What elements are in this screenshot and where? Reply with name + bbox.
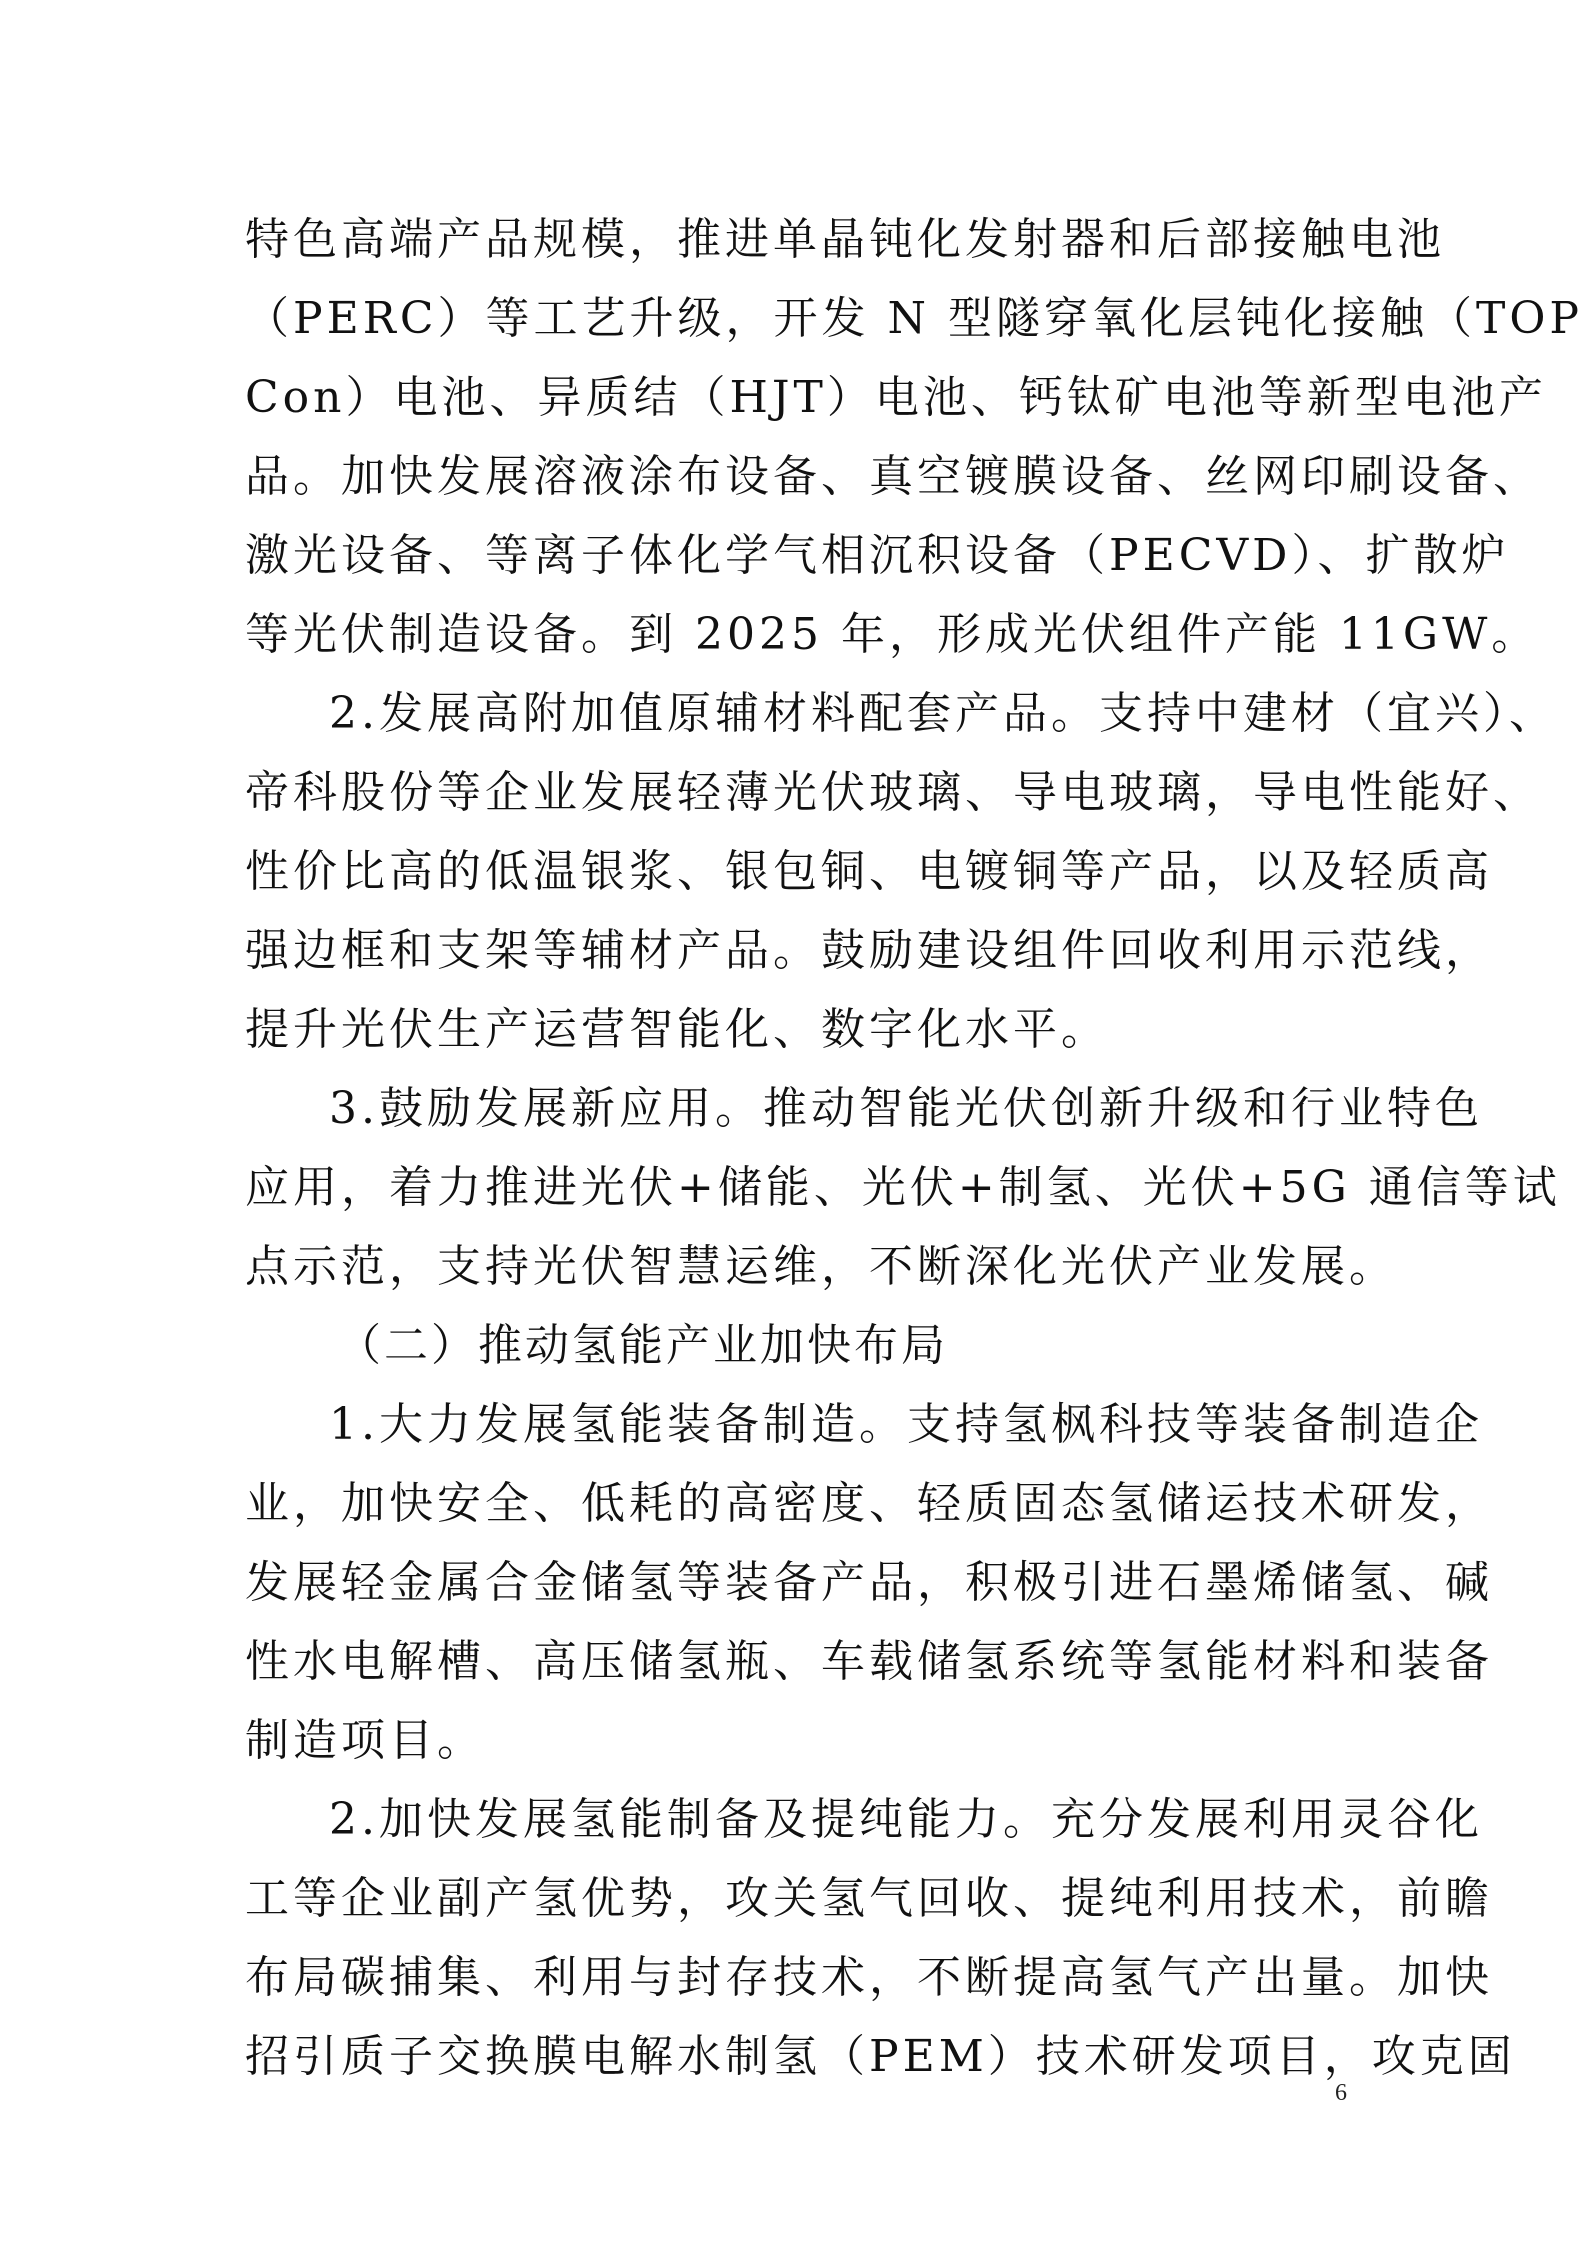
text-line: 激光设备、等离子体化学气相沉积设备（PECVD）、扩散炉 xyxy=(245,530,1510,581)
text-line: 强边框和支架等辅材产品。鼓励建设组件回收利用示范线， xyxy=(245,925,1493,976)
text-line: 招引质子交换膜电解水制氢（PEM）技术研发项目，攻克固 xyxy=(245,2031,1516,2082)
paragraph-first-line: 3.鼓励发展新应用。推动智能光伏创新升级和行业特色 xyxy=(329,1083,1483,1134)
paragraph-first-line: 2.加快发展氢能制备及提纯能力。充分发展利用灵谷化 xyxy=(329,1794,1483,1845)
text-line: 发展轻金属合金储氢等装备产品，积极引进石墨烯储氢、碱 xyxy=(245,1557,1493,1608)
text-line: （PERC）等工艺升级，开发 N 型隧穿氧化层钝化接触（TOP xyxy=(245,293,1584,344)
page-number: 6 xyxy=(1335,2080,1347,2106)
text-line: 特色高端产品规模，推进单晶钝化发射器和后部接触电池 xyxy=(245,214,1445,265)
text-line: 等光伏制造设备。到 2025 年，形成光伏组件产能 11GW。 xyxy=(245,609,1540,660)
text-line: 工等企业副产氢优势，攻关氢气回收、提纯利用技术，前瞻 xyxy=(245,1873,1493,1924)
text-line: Con）电池、异质结（HJT）电池、钙钛矿电池等新型电池产 xyxy=(245,372,1547,423)
text-line: 帝科股份等企业发展轻薄光伏玻璃、导电玻璃，导电性能好、 xyxy=(245,767,1541,818)
paragraph-first-line: 2.发展高附加值原辅材料配套产品。支持中建材（宜兴）、 xyxy=(329,688,1557,739)
text-line: 品。加快发展溶液涂布设备、真空镀膜设备、丝网印刷设备、 xyxy=(245,451,1541,502)
text-line: 应用，着力推进光伏+储能、光伏+制氢、光伏+5G 通信等试 xyxy=(245,1162,1561,1213)
section-heading: （二）推动氢能产业加快布局 xyxy=(337,1320,948,1371)
text-line: 性水电解槽、高压储氢瓶、车载储氢系统等氢能材料和装备 xyxy=(245,1636,1493,1687)
text-line: 性价比高的低温银浆、银包铜、电镀铜等产品，以及轻质高 xyxy=(245,846,1493,897)
text-line: 制造项目。 xyxy=(245,1715,485,1766)
text-line: 布局碳捕集、利用与封存技术，不断提高氢气产出量。加快 xyxy=(245,1952,1493,2003)
document-body xyxy=(245,200,1584,2096)
text-line: 点示范，支持光伏智慧运维，不断深化光伏产业发展。 xyxy=(245,1241,1397,1292)
text-line: 提升光伏生产运营智能化、数字化水平。 xyxy=(245,1004,1109,1055)
paragraph-first-line: 1.大力发展氢能装备制造。支持氢枫科技等装备制造企 xyxy=(329,1399,1483,1450)
text-line: 业，加快安全、低耗的高密度、轻质固态氢储运技术研发， xyxy=(245,1478,1493,1529)
